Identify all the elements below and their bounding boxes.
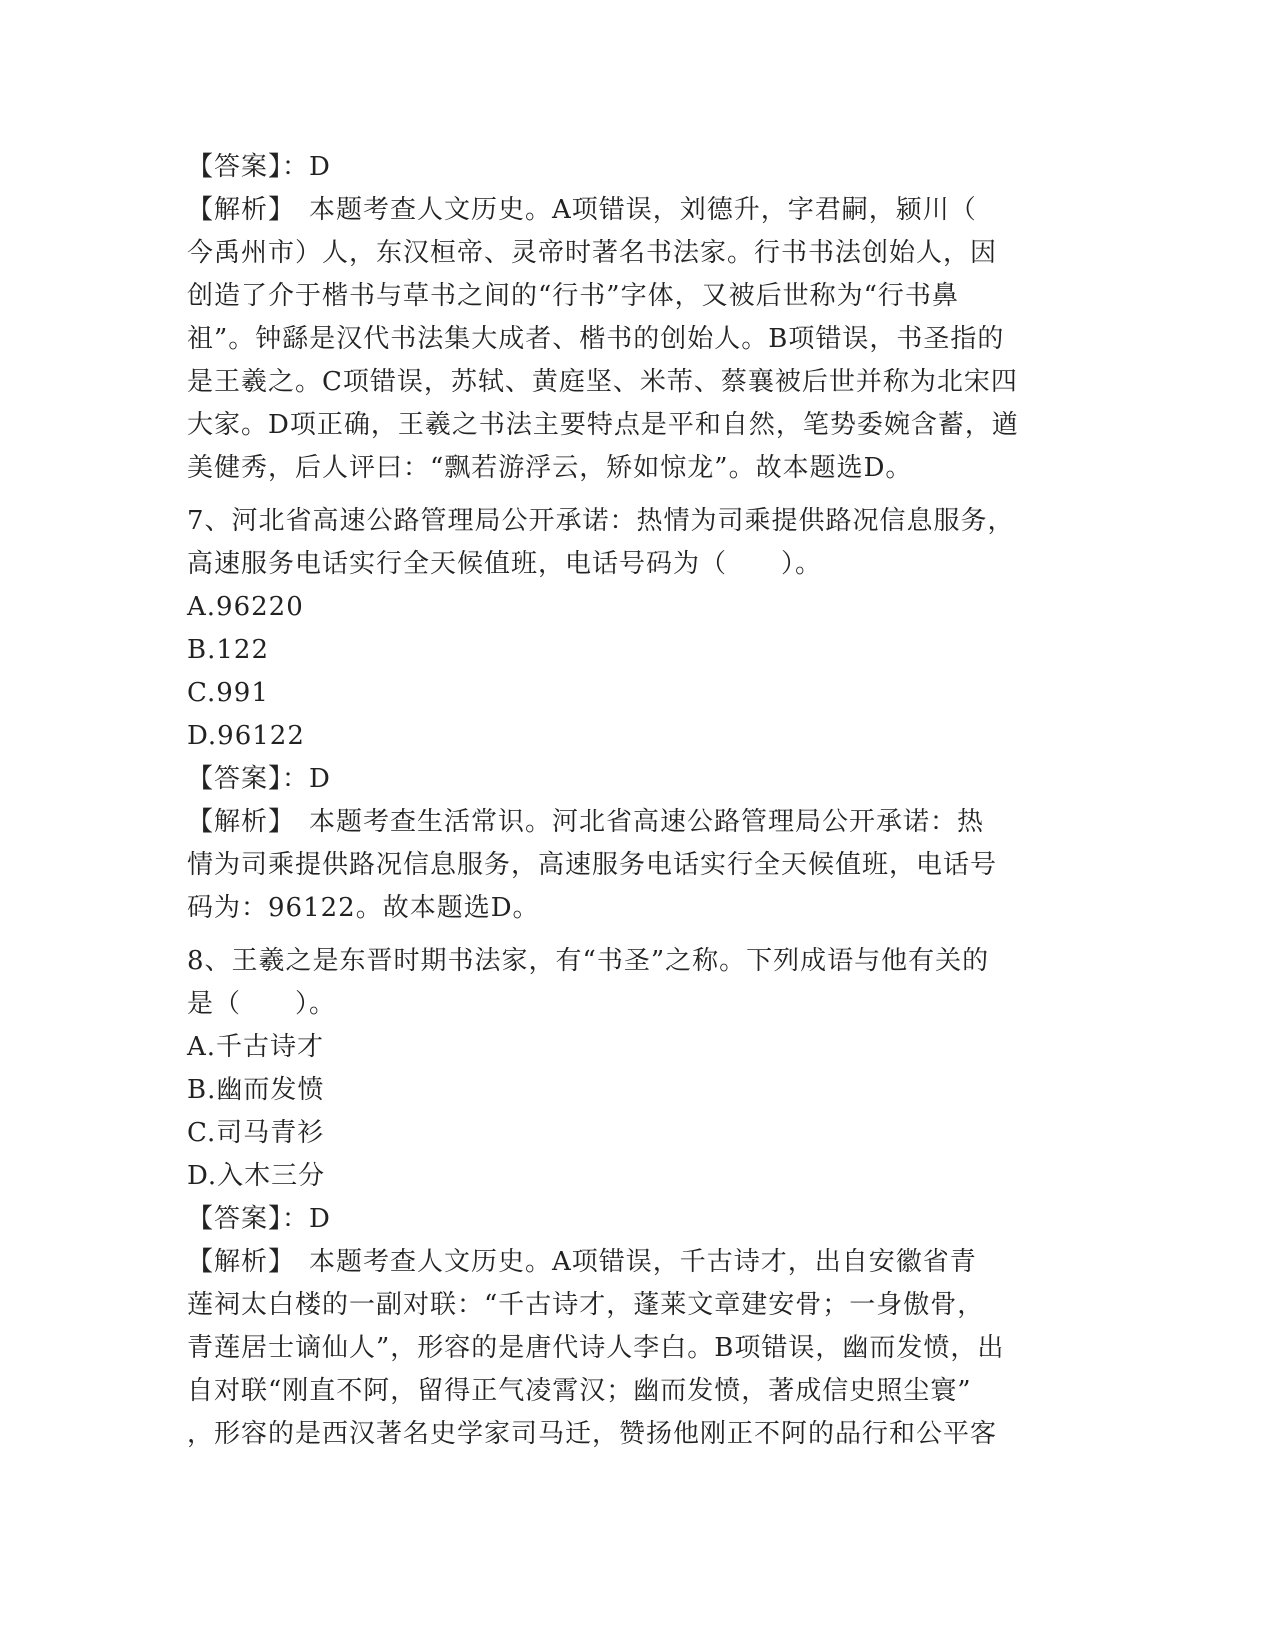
question-stem: 高速服务电话实行全天候值班，电话号码为（ ）。 bbox=[187, 549, 823, 579]
question-separator bbox=[187, 930, 1087, 940]
question-stem: 8、王羲之是东晋时期书法家，有“书圣”之称。下列成语与他有关的 bbox=[187, 946, 990, 976]
analysis-line: 自对联“刚直不阿，留得正气凌霄汉；幽而发愤，著成信史照尘寰” bbox=[187, 1376, 972, 1406]
option-d: D.入木三分 bbox=[187, 1161, 326, 1191]
analysis-line: 青莲居士谪仙人”，形容的是唐代诗人李白。B项错误，幽而发愤，出 bbox=[187, 1333, 1005, 1363]
answer-line: 【答案】：D bbox=[187, 152, 331, 182]
analysis-line: 创造了介于楷书与草书之间的“行书”字体，又被后世称为“行书鼻 bbox=[187, 281, 959, 311]
analysis-line: 大家。D项正确，王羲之书法主要特点是平和自然，笔势委婉含蓄，遒 bbox=[187, 410, 1019, 440]
analysis-line: 美健秀，后人评曰：“飘若游浮云，矫如惊龙”。故本题选D。 bbox=[187, 453, 913, 483]
analysis-line: 【解析】 本题考查人文历史。A项错误，刘德升，字君嗣，颍川（ bbox=[187, 195, 977, 225]
question-stem: 是（ ）。 bbox=[187, 989, 337, 1019]
option-b: B.122 bbox=[187, 635, 269, 665]
option-a: A.96220 bbox=[187, 592, 304, 622]
option-d: D.96122 bbox=[187, 721, 305, 751]
option-b: B.幽而发愤 bbox=[187, 1075, 325, 1105]
option-c: C.司马青衫 bbox=[187, 1118, 325, 1148]
analysis-line: 情为司乘提供路况信息服务，高速服务电话实行全天候值班，电话号 bbox=[187, 850, 998, 880]
analysis-line: ，形容的是西汉著名史学家司马迁，赞扬他刚正不阿的品行和公平客 bbox=[187, 1419, 998, 1449]
option-c: C.991 bbox=[187, 678, 269, 708]
answer-line: 【答案】：D bbox=[187, 764, 331, 794]
question-stem: 7、河北省高速公路管理局公开承诺：热情为司乘提供路况信息服务， bbox=[187, 506, 1015, 536]
analysis-line: 今禹州市）人，东汉桓帝、灵帝时著名书法家。行书书法创始人，因 bbox=[187, 238, 998, 268]
option-a: A.千古诗才 bbox=[187, 1032, 325, 1062]
analysis-line: 是王羲之。C项错误，苏轼、黄庭坚、米芾、蔡襄被后世并称为北宋四 bbox=[187, 367, 1018, 397]
analysis-line: 【解析】 本题考查生活常识。河北省高速公路管理局公开承诺：热 bbox=[187, 807, 985, 837]
page-content bbox=[187, 146, 1087, 1456]
answer-line: 【答案】：D bbox=[187, 1204, 331, 1234]
analysis-line: 【解析】 本题考查人文历史。A项错误，千古诗才，出自安徽省青 bbox=[187, 1247, 977, 1277]
analysis-line: 莲祠太白楼的一副对联：“千古诗才，蓬莱文章建安骨；一身傲骨， bbox=[187, 1290, 985, 1320]
analysis-line: 码为：96122。故本题选D。 bbox=[187, 893, 540, 923]
question-separator bbox=[187, 490, 1087, 500]
analysis-line: 祖”。钟繇是汉代书法集大成者、楷书的创始人。B项错误，书圣指的 bbox=[187, 324, 1005, 354]
